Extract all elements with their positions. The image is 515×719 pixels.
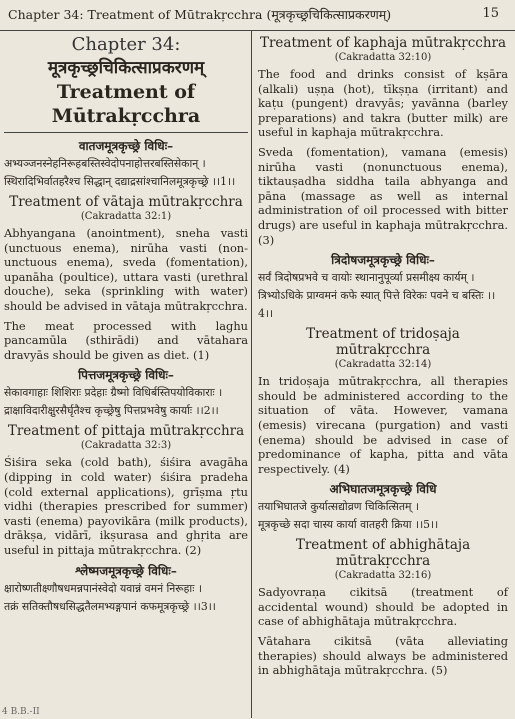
sanskrit-verse-line: अभ्यञ्जनस्नेहनिरूहबस्तिस्वेदोपनाहोत्तरबस्तिसेकान् । [4, 157, 206, 170]
paragraph: Sadyovraṇa cikitsā (treatment of accidental wound) should be adopted in case of abhighātaja mūtrakṛcchra. [258, 585, 508, 629]
paragraph: The food and drinks consist of kṣāra (alkali) uṣṇa (hot), tīkṣṇa (irritant) and kaṭu (pungent) dravyās; yavānna (barley preparations) and takra (butter milk) are useful in kaphaja mūtrakṛcchra. [258, 67, 508, 140]
sanskrit-verse-line: तक्रं सतिक्तौषधसिद्धतैलमभ्यङ्गपानं कफमूत्रकृच्छ्रे ।।3।। [4, 599, 216, 613]
paragraph: Vātahara cikitsā (vāta alleviating therapies) should always be administered in abhighātaja mūtrakṛcchra. (5) [258, 634, 508, 678]
paragraph: Śiśira seka (cold bath), śiśira avagāha (dipping in cold water) śiśira pradeha (cold external applications), grīṣma ṛtu vidhi (therapies prescribed for summer) vasti (enema) payovikāra (milk products), drākṣa, vidārī, ikṣurasa and ghṛita are useful in pittaja mūtrakṛcchra. (2) [4, 455, 248, 557]
sanskrit-verse-line: सेकावगाहाः शिशिराः प्रदेहाः ग्रैष्मो विधिर्बस्तिपयोविकाराः । [4, 386, 223, 400]
running-header [0, 0, 515, 31]
sanskrit-verse-line: द्राक्षाविदारीक्षुरसैर्घृतैश्च कृच्छ्रेषु पित्तप्रभवेषु कार्याः ।।2।। [4, 404, 219, 418]
sanskrit-heading: पित्तजमूत्रकृच्छ्रे विधिः– [78, 368, 174, 383]
paragraph: The meat processed with laghu pancamūla (sthirādi) and vātahara dravyās should be given as diet. (1) [4, 318, 248, 362]
sanskrit-verse-line: त्रिभ्योऽधिके प्राग्वमनं कफे स्यात् पित्ते विरेकः पवने च बस्तिः ।।4।। [258, 289, 496, 321]
sanskrit-verse-line: स्थिरादिभिर्वातहरैश्च सिद्धान् दद्याद्रसांश्चानिलमूत्रकृच्छ्रे ।।1।। [4, 175, 236, 188]
section-title: mūtrakṛcchra [335, 342, 431, 359]
section-reference: (Cakradatta 32:3) [80, 440, 172, 452]
section-reference: (Cakradatta 32:16) [334, 570, 432, 582]
sanskrit-heading: त्रिदोषजमूत्रकृच्छ्रे विधिः– [331, 253, 435, 268]
sanskrit-verse-line: क्षारोष्णतीक्ष्णौषधमन्नपानंस्वेदो यवान्नं वमनं निरूहाः । [4, 581, 202, 595]
chapter-title: Treatment of Mūtrakṛcchra [4, 80, 248, 133]
sanskrit-verse-line: तयाभिघातजे कुर्यात्सद्योव्रण चिकित्सितम् । [258, 500, 420, 514]
section-reference: (Cakradatta 32:14) [334, 359, 432, 371]
signature-mark: 4 B.B.-II [2, 707, 40, 717]
section-title: Treatment of tridoṣaja [306, 326, 460, 343]
paragraph: Sveda (fomentation), vamana (emesis) nirūha vasti (nonunctuous enema), tiktauṣadha siddha taila abhyanga and pāna (massage as well as internal administration of oil processed with bitter drugs) are useful in kaphaja mūtrakṛcchra. (3) [258, 144, 508, 247]
paragraph: Abhyangana (anointment), sneha vasti (unctuous enema), nirūha vasti (non-unctuous enema), sveda (fomentation), upanāha (poultice), uttara vasti (urethral douche), seka (sprinkling with water) should be advised in vātaja mūtrakṛcchra. [4, 226, 248, 313]
left-column [4, 32, 248, 616]
section-reference: (Cakradatta 32:1) [80, 211, 172, 222]
chapter-sanskrit-title: मूत्रकृच्छ्रचिकित्साप्रकरणम् [47, 58, 205, 78]
paragraph: In tridoṣaja mūtrakṛcchra, all therapies should be administered according to the situation of vāta. However, vamana (emesis) virecana (purgation) and vasti (enema) should be advised in case of predominance of kapha, pitta and vāta respectively. (4) [258, 374, 508, 476]
section-title: Treatment of vātaja mūtrakṛcchra [9, 194, 243, 210]
running-header-title: Chapter 34: Treatment of Mūtrakṛcchra (मूत्रकृच्छ्रचिकित्साप्रकरणम्) [8, 7, 392, 22]
sanskrit-heading: अभिघातजमूत्रकृच्छ्रे विधि [329, 482, 437, 497]
section-title: Treatment of kaphaja mūtrakṛcchra [259, 35, 507, 51]
sanskrit-heading: वातजमूत्रकृच्छ्रे विधिः– [78, 139, 174, 153]
section-reference: (Cakradatta 32:10) [334, 52, 432, 63]
chapter-number: Chapter 34: [71, 34, 181, 55]
section-title: Treatment of pittaja mūtrakṛcchra [7, 423, 245, 440]
right-column [258, 32, 508, 683]
column-divider [251, 30, 252, 718]
sanskrit-verse-line: मूत्रकृच्छे सदा चास्य कार्या वातहरी क्रिया ।।5।। [258, 518, 439, 532]
sanskrit-verse-line: सर्वं त्रिदोषप्रभवे च वायोः स्थानानुपूर्व्या प्रसमीक्ष्य कार्यम् । [258, 271, 475, 285]
sanskrit-heading: श्लेष्मजमूत्रकृच्छ्रे विधिः– [75, 563, 177, 578]
section-title: mūtrakṛcchra [335, 553, 431, 570]
page-number: 15 [482, 6, 499, 21]
section-title: Treatment of abhighātaja [295, 537, 471, 554]
